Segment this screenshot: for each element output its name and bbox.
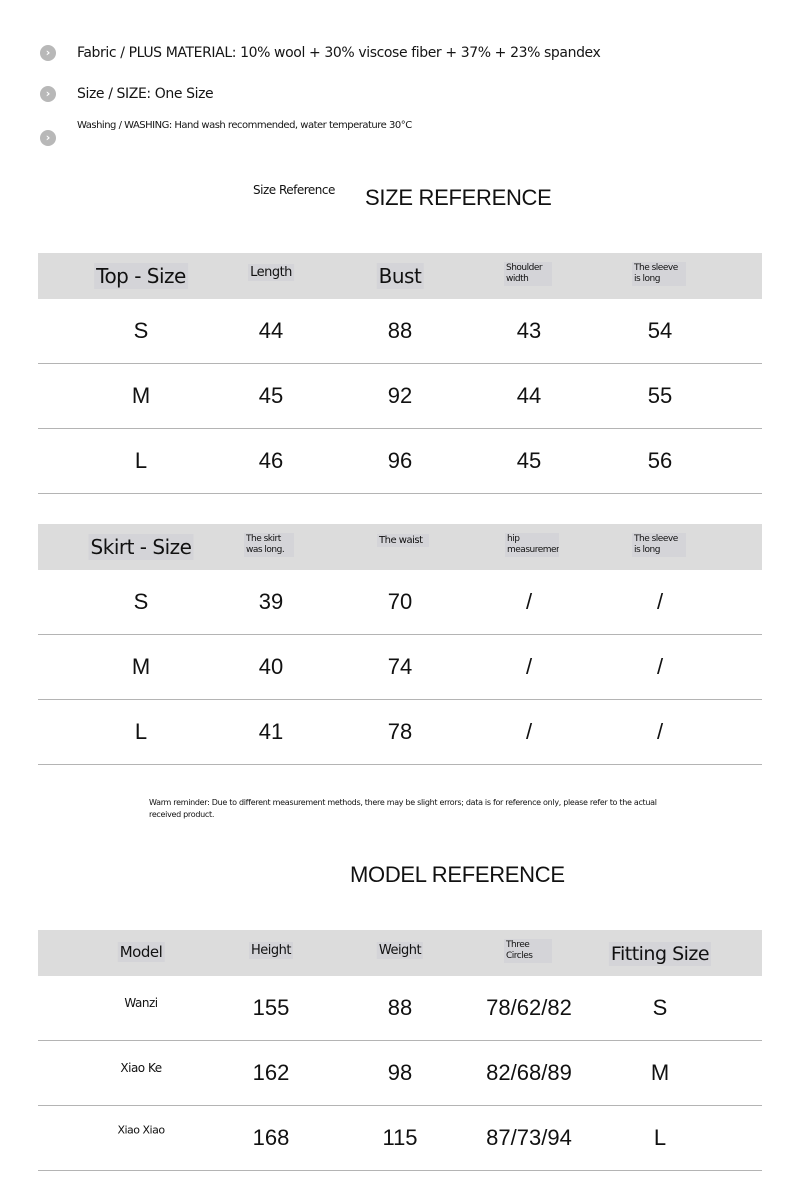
sleeve-cell: 56: [647, 448, 673, 473]
fitting-size-cell: M: [650, 1060, 670, 1085]
model-table: [38, 930, 762, 1171]
skirt-size-table-header: [38, 524, 762, 570]
bust-cell: 88: [387, 318, 413, 343]
waist-cell: 74: [387, 654, 413, 679]
spec-fabric: [40, 45, 600, 61]
table-row: [38, 976, 762, 1041]
chevron-right-circle-icon: ›: [40, 86, 56, 102]
length-cell: 45: [258, 383, 284, 408]
sleeve-cell: /: [656, 589, 664, 614]
header-sleeve-length: The sleeve is long: [632, 533, 686, 557]
table-row: [38, 299, 762, 364]
table-row: [38, 635, 762, 700]
spec-fabric-text: Fabric / PLUS MATERIAL: 10% wool + 30% viscose fiber + 37% + 23% spandex: [77, 45, 601, 61]
hip-cell: /: [525, 719, 533, 744]
header-weight: Weight: [378, 943, 422, 958]
size-cell: M: [131, 654, 151, 679]
size-cell: S: [133, 318, 149, 343]
size-cell: M: [131, 383, 151, 408]
spec-size-text: Size / SIZE: One Size: [77, 86, 214, 102]
table-row: [38, 700, 762, 765]
table-row: [38, 570, 762, 635]
waist-cell: 70: [387, 589, 413, 614]
header-skirt-size: Skirt - Size: [90, 535, 192, 559]
table-row: [38, 1041, 762, 1106]
three-circles-cell: 87/73/94: [486, 1125, 572, 1150]
sleeve-cell: 54: [647, 318, 673, 343]
bust-cell: 92: [387, 383, 413, 408]
skirt-size-table: [38, 524, 762, 765]
shoulder-cell: 43: [516, 318, 542, 343]
model-table-header: [38, 930, 762, 976]
length-cell: 44: [258, 318, 284, 343]
model-name-cell: Xiao Ke: [120, 1060, 162, 1075]
bust-cell: 96: [387, 448, 413, 473]
sleeve-cell: 55: [647, 383, 673, 408]
size-cell: L: [134, 719, 148, 744]
shoulder-cell: 44: [516, 383, 542, 408]
size-cell: S: [133, 589, 149, 614]
size-reference-title: SIZE REFERENCE: [365, 185, 552, 210]
height-cell: 155: [252, 995, 290, 1020]
header-length: Length: [250, 265, 292, 280]
header-top-size: Top - Size: [96, 264, 186, 288]
size-cell: L: [134, 448, 148, 473]
three-circles-cell: 78/62/82: [486, 995, 572, 1020]
three-circles-cell: 82/68/89: [486, 1060, 572, 1085]
skirt-length-cell: 41: [258, 719, 284, 744]
weight-cell: 98: [387, 1060, 413, 1085]
spec-washing: [40, 120, 412, 146]
warm-reminder: Warm reminder: Due to different measurement methods, there may be slight errors; data is for reference only, please refer to the actual received product.: [149, 798, 657, 819]
shoulder-cell: 45: [516, 448, 542, 473]
model-name-cell: Xiao Xiao: [117, 1123, 165, 1137]
top-size-table-header: [38, 253, 762, 299]
model-reference-title: MODEL REFERENCE: [350, 862, 565, 887]
sleeve-cell: /: [656, 654, 664, 679]
table-row: [38, 364, 762, 429]
model-name-cell: Wanzi: [124, 995, 158, 1010]
header-skirt-length: The skirt was long.: [244, 533, 294, 557]
chevron-right-circle-icon: ›: [40, 130, 56, 146]
height-cell: 162: [252, 1060, 290, 1085]
weight-cell: 115: [382, 1125, 418, 1150]
header-three-circles: Three Circles: [504, 939, 552, 963]
hip-cell: /: [525, 654, 533, 679]
fitting-size-cell: S: [652, 995, 668, 1020]
header-waist: The waist: [377, 534, 429, 547]
chevron-right-circle-icon: ›: [40, 45, 56, 61]
length-cell: 46: [258, 448, 284, 473]
top-size-table: [38, 253, 762, 494]
height-cell: 168: [252, 1125, 290, 1150]
table-row: [38, 1106, 762, 1171]
skirt-length-cell: 40: [258, 654, 284, 679]
header-sleeve-length: The sleeve is long: [632, 262, 686, 286]
spec-washing-text: Washing / WASHING: Hand wash recommended, water temperature 30°C: [77, 120, 412, 131]
fitting-size-cell: L: [653, 1125, 667, 1150]
table-row: [38, 429, 762, 494]
header-shoulder-width: Shoulder width: [504, 262, 552, 286]
header-hip: hip measuremer: [507, 534, 559, 555]
header-bust: Bust: [378, 264, 422, 288]
hip-cell: /: [525, 589, 533, 614]
spec-size: [40, 86, 213, 102]
header-height: Height: [251, 943, 291, 958]
skirt-length-cell: 39: [258, 589, 284, 614]
weight-cell: 88: [387, 995, 413, 1020]
size-reference-label: Size Reference: [253, 183, 335, 197]
header-fitting-size: Fitting Size: [610, 943, 710, 965]
waist-cell: 78: [387, 719, 413, 744]
sleeve-cell: /: [656, 719, 664, 744]
header-model: Model: [119, 943, 163, 961]
